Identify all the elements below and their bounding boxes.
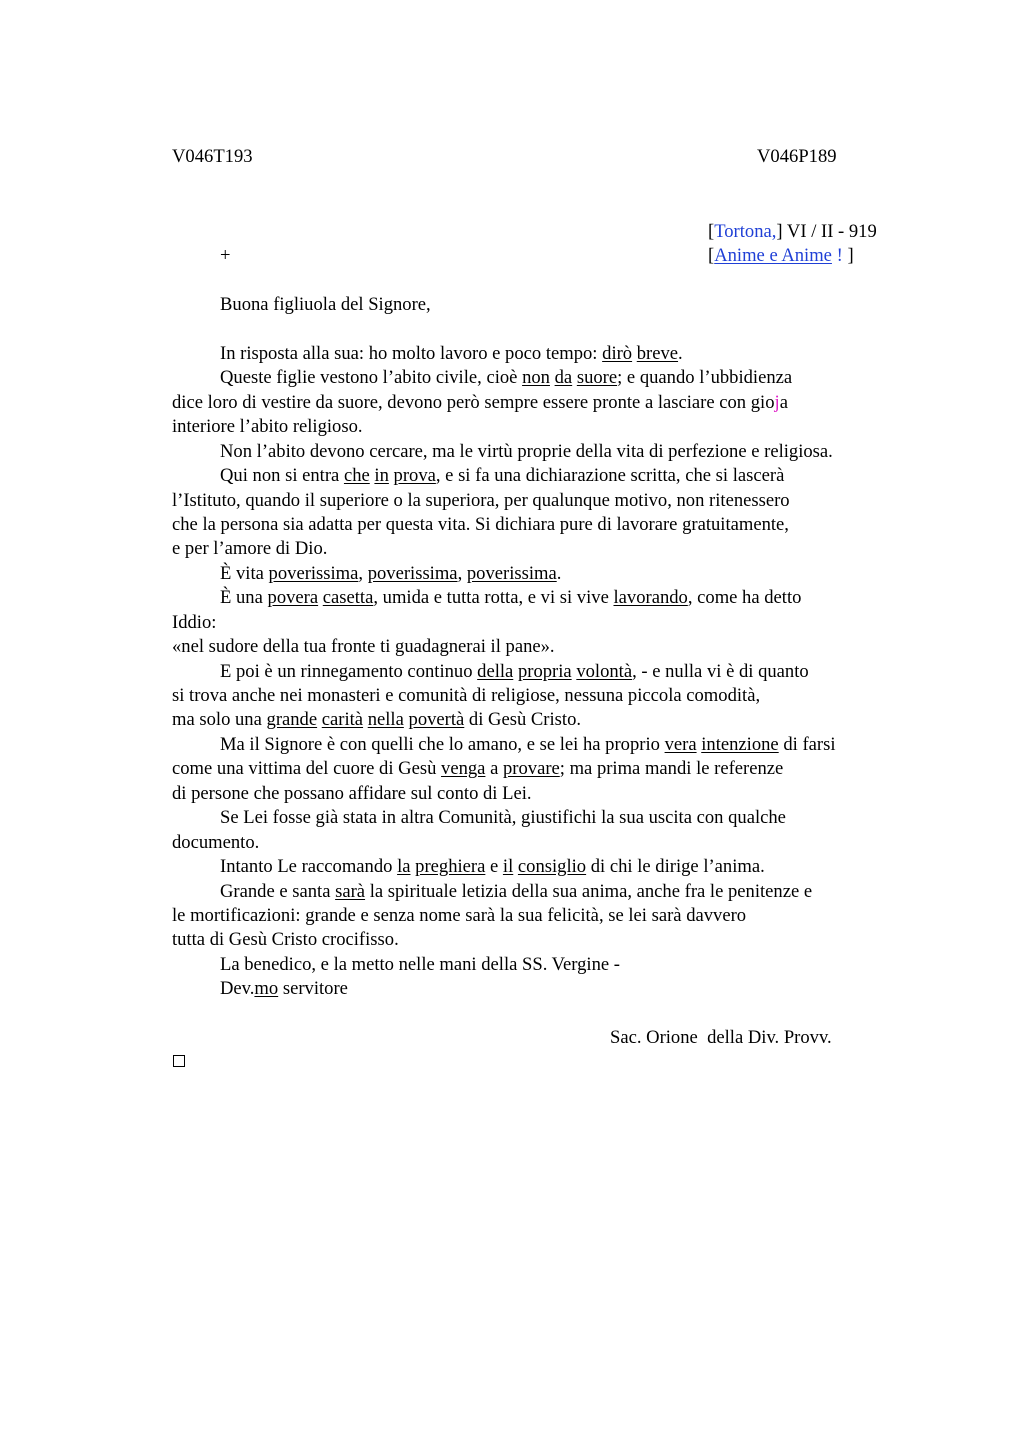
body-line: In risposta alla sua: ho molto lavoro e poco tempo: dirò breve. bbox=[220, 343, 683, 364]
square-box-icon bbox=[173, 1055, 185, 1067]
category-link[interactable]: Anime e Anime bbox=[714, 245, 832, 266]
body-line: La benedico, e la metto nelle mani della SS. Vergine - bbox=[220, 954, 620, 975]
body-line: l’Istituto, quando il superiore o la superiora, per qualunque motivo, non ritenessero bbox=[172, 490, 790, 511]
body-line: ma solo una grande carità nella povertà di Gesù Cristo. bbox=[172, 709, 582, 730]
body-line: Se Lei fosse già stata in altra Comunità, giustifichi la sua uscita con qualche bbox=[220, 807, 786, 828]
category-tag: [Anime e Anime ! ] bbox=[708, 245, 854, 266]
body-line: di persone che possano affidare sul conto di Lei. bbox=[172, 783, 532, 804]
body-line: come una vittima del cuore di Gesù venga a provare; ma prima mandi le referenze bbox=[172, 758, 784, 779]
body-line: dice loro di vestire da suore, devono però sempre essere pronte a lasciare con gioja bbox=[172, 392, 788, 413]
body-line: E poi è un rinnegamento continuo della propria volontà, - e nulla vi è di quanto bbox=[220, 661, 809, 682]
body-line: Intanto Le raccomando la preghiera e il consiglio di chi le dirige l’anima. bbox=[220, 856, 765, 877]
document-code-right: V046P189 bbox=[757, 146, 837, 167]
body-line: e per l’amore di Dio. bbox=[172, 538, 328, 559]
body-line: si trova anche nei monasteri e comunità di religiose, nessuna piccola comodità, bbox=[172, 685, 761, 706]
place-name: Tortona, bbox=[714, 221, 777, 242]
cross-mark: + bbox=[220, 245, 231, 266]
body-line: Qui non si entra che in prova, e si fa una dichiarazione scritta, che si lascerà bbox=[220, 465, 785, 486]
body-line: interiore l’abito religioso. bbox=[172, 416, 363, 437]
body-line: È una povera casetta, umida e tutta rotta, e vi si vive lavorando, come ha detto bbox=[220, 587, 802, 608]
place-date: [Tortona,] VI / II - 919 bbox=[708, 221, 877, 242]
document-code-left: V046T193 bbox=[172, 146, 253, 167]
body-line: È vita poverissima, poverissima, poverissima. bbox=[220, 563, 562, 584]
body-line: Non l’abito devono cercare, ma le virtù proprie della vita di perfezione e religiosa. bbox=[220, 441, 833, 462]
body-line: Ma il Signore è con quelli che lo amano, e se lei ha proprio vera intenzione di farsi bbox=[220, 734, 836, 755]
body-line: documento. bbox=[172, 832, 260, 853]
body-line: tutta di Gesù Cristo crocifisso. bbox=[172, 929, 399, 950]
signature: Sac. Orione della Div. Provv. bbox=[610, 1027, 832, 1048]
salutation: Buona figliuola del Signore, bbox=[220, 294, 431, 315]
body-line: che la persona sia adatta per questa vita. Si dichiara pure di lavorare gratuitamente, bbox=[172, 514, 789, 535]
body-line: «nel sudore della tua fronte ti guadagnerai il pane». bbox=[172, 636, 555, 657]
closing-line: Dev.mo servitore bbox=[220, 978, 348, 999]
body-line: Queste figlie vestono l’abito civile, cioè non da suore; e quando l’ubbidienza bbox=[220, 367, 793, 388]
body-line: Grande e santa sarà la spirituale letizia della sua anima, anche fra le penitenze e bbox=[220, 881, 813, 902]
body-line: le mortificazioni: grande e senza nome sarà la sua felicità, se lei sarà davvero bbox=[172, 905, 747, 926]
body-line: Iddio: bbox=[172, 612, 217, 633]
